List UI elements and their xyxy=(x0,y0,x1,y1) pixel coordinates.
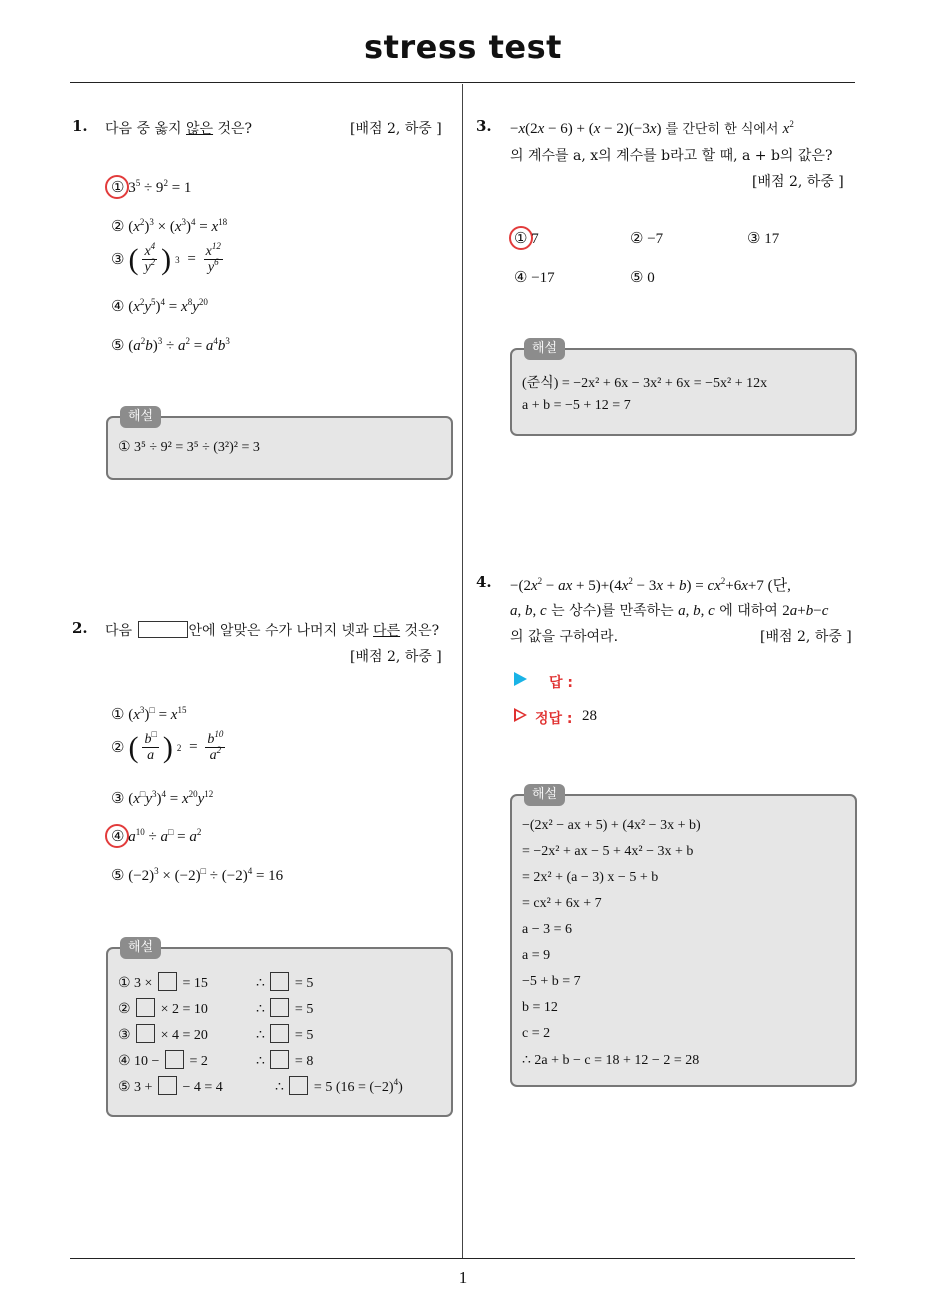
q1-underlined-word: 않은 xyxy=(185,121,214,137)
q1-choice-3-mark: ③ xyxy=(111,252,125,268)
answer-arrow-icon xyxy=(514,672,527,686)
page-number: 1 xyxy=(458,1268,468,1287)
q2-choice-5[interactable]: ⑤ $(-2)^3 \times (-2)^□ \div (-2)^4 = 16$ xyxy=(111,866,284,884)
q3-hint-line-1: (준식) = −2x² + 6x − 3x² + 6x = −5x² + 12x xyxy=(522,376,768,391)
q2-choice-3[interactable]: ③ $(x^□y^3)^4 = x^{20}y^{12}$ xyxy=(111,789,214,807)
q2-hint-result-2: ∴ = 5 xyxy=(256,998,313,1018)
page-title: stress test xyxy=(364,28,562,66)
q2-hint-tab: 해설 xyxy=(120,937,161,959)
q1-choice-1-mark: ① xyxy=(111,180,125,196)
q2-hint-line-2: ② × 2 = 10 xyxy=(118,998,208,1018)
q4-question-line-3: 의 값을 구하여라. xyxy=(510,629,619,645)
q2-number: 2. xyxy=(72,619,88,637)
q4-hint-line-9: c = 2 xyxy=(522,1026,551,1041)
q1-number: 1. xyxy=(72,117,88,135)
q2-hint-result-1: ∴ = 5 xyxy=(256,972,313,992)
q1-hint-text: ① 3⁵ ÷ 9² = 3⁵ ÷ (3²)² = 3 xyxy=(118,440,260,455)
q2-choice-4[interactable]: ④ $a^{10} \div a^□ = a^2$ xyxy=(111,827,202,845)
q1-choice-1[interactable]: ① $3^5 \div 9^2 = 1$ xyxy=(111,178,192,196)
q1-choice-2[interactable]: ② $(x^2)^3 \times (x^3)^4 = x^{18}$ xyxy=(111,217,228,235)
q2-hint-line-1: ① 3 × = 15 xyxy=(118,972,208,992)
q2-choice-2-mark: ② xyxy=(111,740,125,756)
header-rule xyxy=(70,82,855,83)
q1-choice-5[interactable]: ⑤ $(a^2b)^3 \div a^2 = a^4b^3$ xyxy=(111,336,230,354)
q4-score: [배점 2, 하중 ] xyxy=(760,629,852,645)
q3-line1-text: 를 간단히 한 식에서 xyxy=(661,122,783,137)
q4-hint-line-8: b = 12 xyxy=(522,1000,558,1015)
q1-text-before: 다음 중 옳지 xyxy=(105,121,186,137)
q1-choice-4[interactable]: ④ $(x^2y^5)^4 = x^8y^{20}$ xyxy=(111,297,208,315)
q2-hint-result-4: ∴ = 8 xyxy=(256,1050,313,1070)
q2-text-middle: 안에 알맞은 수가 나머지 넷과 xyxy=(188,623,374,639)
q2-choice-4-mark: ④ xyxy=(111,829,125,845)
correct-arrow-inner xyxy=(516,711,524,719)
q2-question xyxy=(105,620,439,640)
q4-correct-value: 28 xyxy=(582,708,597,724)
q2-choice-3-mark: ③ xyxy=(111,791,125,807)
q4-hint-line-6: a = 9 xyxy=(522,948,551,963)
q2-hint-result-3: ∴ = 5 xyxy=(256,1024,313,1044)
q3-hint-line-2: a + b = −5 + 12 = 7 xyxy=(522,398,631,413)
q3-choice-2[interactable]: ② −7 xyxy=(630,231,664,247)
q2-hint-result-5: ∴ = 5 $(16 = (-2)^4)$ xyxy=(275,1077,403,1095)
q1-choice-4-mark: ④ xyxy=(111,299,125,315)
q2-hint-line-5: ⑤ 3 + − 4 = 4 xyxy=(118,1076,223,1096)
q4-hint-box xyxy=(510,794,857,1087)
q3-question-line-2: 의 계수를 a, x의 계수를 b라고 할 때, a + b의 값은? xyxy=(510,148,833,164)
q4-question-line-2: a, b, c 는 상수)를 만족하는 a, b, c 에 대하여 2a+b−c xyxy=(510,603,829,619)
q1-hint-tab: 해설 xyxy=(120,406,161,428)
q4-hint-line-1: −(2x² − ax + 5) + (4x² − 3x + b) xyxy=(522,818,701,833)
q2-hint-line-4: ④ 10 − = 2 xyxy=(118,1050,208,1070)
q1-score: [배점 2, 하중 ] xyxy=(350,121,442,137)
q2-choice-1[interactable]: ① $(x^3)^□ = x^{15}$ xyxy=(111,705,187,723)
q3-hint-tab: 해설 xyxy=(524,338,565,360)
q3-hint-box xyxy=(510,348,857,436)
q3-choice-5[interactable]: ⑤ 0 xyxy=(630,270,655,286)
q4-number: 4. xyxy=(476,573,492,591)
q4-hint-line-4: = cx² + 6x + 7 xyxy=(522,896,602,911)
q3-number: 3. xyxy=(476,117,492,135)
q3-choice-4[interactable]: ④ −17 xyxy=(514,270,555,286)
footer-rule xyxy=(70,1258,855,1259)
q3-choice-3[interactable]: ③ 17 xyxy=(747,231,780,247)
q4-correct-label: 정답 : xyxy=(535,711,573,727)
q2-score: [배점 2, 하중 ] xyxy=(350,649,442,665)
column-divider xyxy=(462,84,463,1259)
q1-choice-3[interactable]: ③ ( $\frac{x^4}{y^2}$ ) 3 = $\frac{x^{12}}{y^6}$ xyxy=(111,241,221,276)
q2-hint-line-3: ③ × 4 = 20 xyxy=(118,1024,208,1044)
q4-hint-line-10: ∴ 2a + b − c = 18 + 12 − 2 = 28 xyxy=(522,1053,700,1068)
q1-choice-2-mark: ② xyxy=(111,219,125,235)
q4-answer-label: 답 : xyxy=(549,675,573,691)
q2-text-after: 것은? xyxy=(400,623,440,639)
q4-hint-line-2: = −2x² + ax − 5 + 4x² − 3x + b xyxy=(522,844,694,859)
q1-choice-5-mark: ⑤ xyxy=(111,338,125,354)
q4-hint-line-5: a − 3 = 6 xyxy=(522,922,573,937)
q4-hint-tab: 해설 xyxy=(524,784,565,806)
q2-blank-box xyxy=(138,621,188,638)
q2-underlined-word: 다른 xyxy=(373,623,401,639)
q2-choice-2[interactable]: ② ( $\frac{b^□}{a}$ ) 2 = $\frac{b^{10}}{a^2}$ xyxy=(111,729,224,764)
q4-hint-line-3: = 2x² + (a − 3) x − 5 + b xyxy=(522,870,659,885)
q1-question xyxy=(105,118,252,138)
q2-text-before: 다음 xyxy=(105,623,137,639)
q2-choice-5-mark: ⑤ xyxy=(111,868,125,884)
q3-choice-1[interactable]: ① 7 xyxy=(514,231,539,247)
q4-question-line-1: $-(2x^2$ − ax + $5)+(4x^2 - 3x + b) = cx^2+6x+7$ (단, xyxy=(510,576,791,594)
q4-hint-line-7: −5 + b = 7 xyxy=(522,974,581,989)
q2-choice-1-mark: ① xyxy=(111,707,125,723)
q1-text-after: 것은? xyxy=(213,121,253,137)
q3-score: [배점 2, 하중 ] xyxy=(752,174,844,190)
q3-question-line-1: −x(2x − 6) + (x − 2)(−3x) 를 간단히 한 식에서 $x^2$ xyxy=(510,119,794,137)
